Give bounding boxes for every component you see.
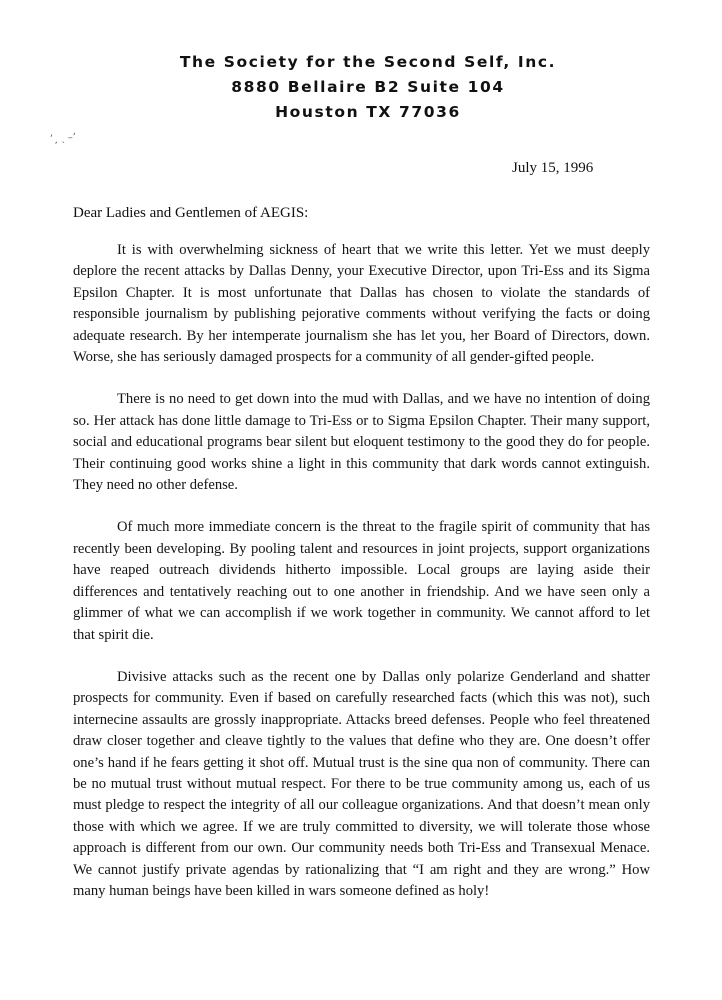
margin-mark: ’¸ ˏ –’ bbox=[49, 132, 77, 145]
body-paragraph-2: There is no need to get down into the mud with Dallas, and we have no intention of doing so. Her attack has done little damage to Tri-Ess or to Sigma Epsilon Chapter. Their many support, social and educational programs bear silent but eloquent testimony to the good they do for people. Their continuing good works shine a light in this community that dark words cannot extinguish. They need no other defense. bbox=[73, 391, 650, 494]
letter-date: July 15, 1996 bbox=[512, 160, 594, 176]
letterhead-city-address: Houston TX 77036 bbox=[275, 103, 461, 121]
body-paragraph-1: It is with overwhelming sickness of heart that we write this letter. Yet we must deeply deplore the recent attacks by Dallas Denny, your Executive Director, upon Tri-Ess and its Sigma Epsilon Chapter. It is most unfortunate that Dallas has chosen to violate the standards of responsible journalism by publishing pejorative comments without verifying the facts or doing adequate research. By her intemperate journalism she has let you, her Board of Directors, down. Worse, she has seriously damaged prospects for a community of all gender-gifted people. bbox=[73, 242, 650, 366]
letterhead bbox=[0, 50, 722, 125]
letterhead-organization: The Society for the Second Self, Inc. bbox=[179, 53, 557, 71]
body-paragraph-3: Of much more immediate concern is the threat to the fragile spirit of community that has recently been developing. By pooling talent and resources in joint projects, support organizations have reaped outreach dividends hitherto impossible. Local groups are laying aside their differences and tentatively reaching out to one another in friendship. And we have seen only a glimmer of what we can accomplish if we work together in community. We cannot afford to let that spirit die. bbox=[73, 519, 650, 643]
salutation: Dear Ladies and Gentlemen of AEGIS: bbox=[73, 205, 309, 221]
letterhead-street-address: 8880 Bellaire B2 Suite 104 bbox=[231, 78, 505, 96]
body-paragraph-4: Divisive attacks such as the recent one by Dallas only polarize Genderland and shatter prospects for community. Even if based on carefully researched facts (which this was not), such internecine assaults are grossly inappropriate. Attacks breed defenses. People who feel threatened draw closer together and cleave tightly to the values that define who they are. One doesn’t offer one’s hand if he fears getting it shot off. Mutual trust is the sine qua non of community. There can be no mutual trust without mutual respect. For there to be true community among us, each of us must pledge to respect the integrity of all our colleague organizations. And that doesn’t mean only those with which we agree. If we are truly committed to diversity, we will tolerate those whose approach is different from our own. Our community needs both Tri-Ess and Transexual Menace. We cannot justify private agendas by rationalizing that “I am right and they are wrong.” How many human beings have been killed in wars someone defined as holy! bbox=[73, 668, 650, 899]
letter-body bbox=[73, 240, 650, 923]
